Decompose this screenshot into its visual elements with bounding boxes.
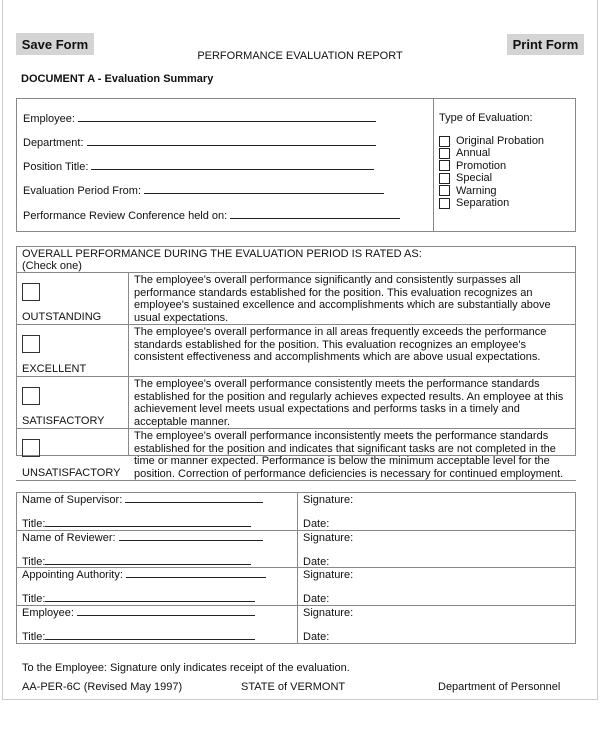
section-title: DOCUMENT A - Evaluation Summary (21, 73, 214, 85)
rating-table (16, 246, 576, 480)
department-field[interactable]: Department: (23, 137, 376, 149)
supervisor-row: Name of Supervisor: Title: Signature: Date: (22, 494, 354, 530)
appointing-authority-row: Appointing Authority: Title: Signature: Date: (17, 567, 575, 605)
signature-table (16, 492, 576, 644)
position-title-field[interactable]: Position Title: (23, 161, 374, 173)
satisfactory-checkbox[interactable] (22, 387, 40, 405)
rating-header: OVERALL PERFORMANCE DURING THE EVALUATION PERIOD IS RATED AS: (Check one) (22, 248, 422, 272)
save-form-button[interactable]: Save Form (16, 33, 94, 55)
checkbox[interactable] (439, 185, 450, 196)
checkbox[interactable] (439, 136, 450, 147)
rating-row-outstanding: OUTSTANDING The employee's overall performance significantly and consistently surpasses all performance standards established for the position. This evaluation recognizes an employee's sustained excellence and accomplishments which are substantially above usual expectations. (17, 272, 575, 324)
employee-info-box (16, 98, 576, 232)
review-conference-field[interactable]: Performance Review Conference held on: (23, 210, 400, 222)
outstanding-checkbox[interactable] (22, 283, 40, 301)
employee-field[interactable]: Employee: (23, 113, 376, 125)
rating-row-satisfactory: SATISFACTORY The employee's overall performance consistently meets the performance standards established for the position and regularly achieves expected results. An employee at this achievement level meets usual expectations and performs tasks in a timely and acceptable manner. (17, 376, 575, 428)
checkbox[interactable] (439, 148, 450, 159)
checkbox[interactable] (439, 173, 450, 184)
form-id: AA-PER-6C (Revised May 1997) (22, 681, 183, 693)
checkbox[interactable] (439, 198, 450, 209)
option-annual[interactable]: Annual (439, 147, 544, 159)
option-promotion[interactable]: Promotion (439, 160, 544, 172)
employee-note: To the Employee: Signature only indicates receipt of the evaluation. (22, 662, 350, 674)
rating-row-unsatisfactory: UNSATISFACTORY The employee's overall performance inconsistently meets the performance standards established for the position and indicates that significant tasks are not completed in the time or manner expected. Performance is below the minimum acceptable level for the position. Correction of performance deficiencies is necessary for continued employment. (17, 428, 575, 480)
report-title: PERFORMANCE EVALUATION REPORT (197, 50, 403, 62)
excellent-checkbox[interactable] (22, 335, 40, 353)
print-form-button[interactable]: Print Form (507, 34, 584, 55)
employee-signature-row: Employee: Title: Signature: Date: (17, 605, 575, 643)
evaluation-type-label: Type of Evaluation: (439, 112, 533, 124)
option-separation[interactable]: Separation (439, 197, 544, 209)
evaluation-period-field[interactable]: Evaluation Period From: (23, 185, 384, 197)
checkbox[interactable] (439, 160, 450, 171)
reviewer-row: Name of Reviewer: Title: Signature: Date: (17, 530, 575, 568)
option-special[interactable]: Special (439, 172, 544, 184)
option-warning[interactable]: Warning (439, 185, 544, 197)
state-name: STATE of VERMONT (241, 681, 346, 693)
unsatisfactory-checkbox[interactable] (22, 439, 40, 457)
rating-row-excellent: EXCELLENT The employee's overall performance in all areas frequently exceeds the performance standards established for the position. This evaluation recognizes an employee's consistent effectiveness and accomplishments which are above usual expectations. (17, 324, 575, 376)
department-name: Department of Personnel (438, 681, 561, 693)
evaluation-type-options (439, 135, 544, 209)
option-original-probation[interactable]: Original Probation (439, 135, 544, 147)
